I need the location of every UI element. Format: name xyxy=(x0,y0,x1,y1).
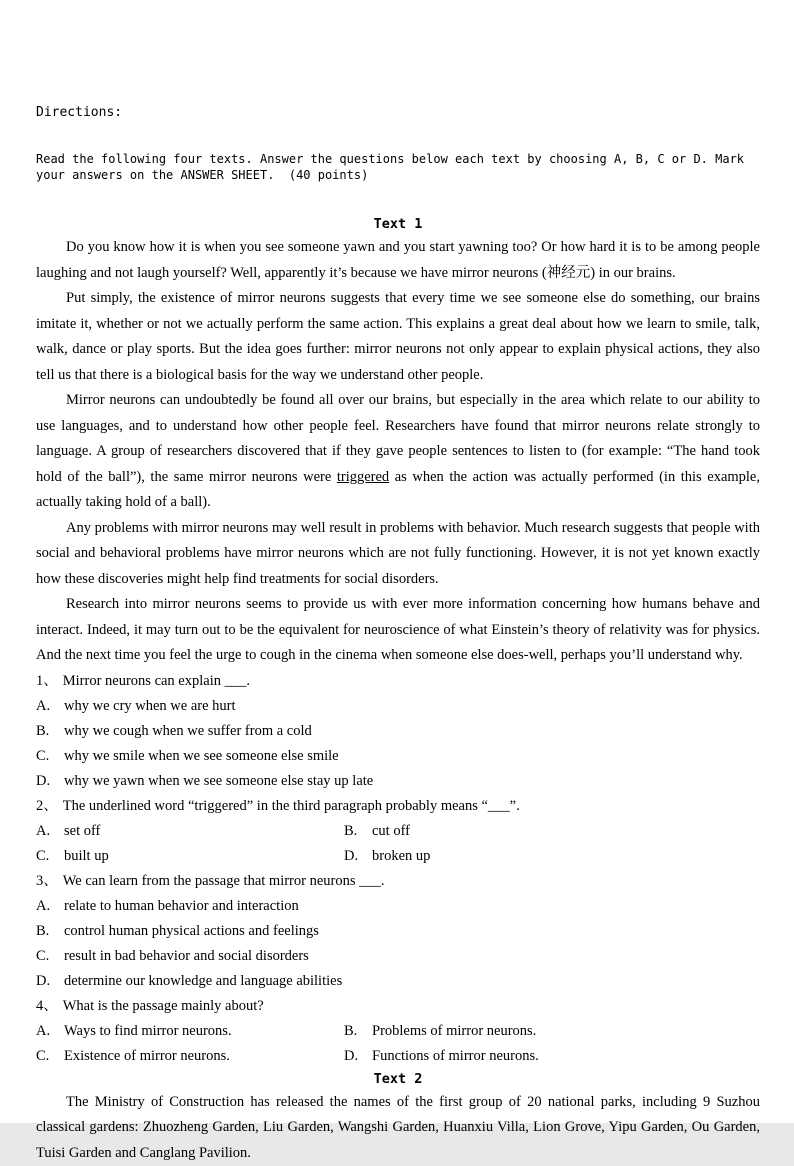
question xyxy=(36,669,760,794)
question-number: 2、 xyxy=(36,798,58,814)
question xyxy=(36,869,760,994)
paragraph xyxy=(36,592,760,669)
directions-heading: Directions: xyxy=(36,105,760,121)
option xyxy=(344,844,760,869)
directions-line: Read the following four texts. Answer the questions below each text by choosing A, B, C or D. Mark xyxy=(36,152,760,168)
text-segment: Do you know how it is when you see someone yawn and you start yawning too? Or how hard it is to be among people laughing and not laugh yourself? Well, apparently it’s because we have mirror neurons (神经元) in our brains. xyxy=(36,239,760,281)
paragraph xyxy=(36,235,760,286)
paragraph xyxy=(36,388,760,516)
option xyxy=(36,719,760,744)
option-label: C. xyxy=(36,944,64,969)
question-stem xyxy=(36,794,760,819)
option-label: C. xyxy=(36,1044,64,1069)
question-stem xyxy=(36,994,760,1019)
option-text: set off xyxy=(64,823,100,839)
option xyxy=(344,819,760,844)
option-label: B. xyxy=(36,719,64,744)
options xyxy=(36,1019,760,1069)
option-text: control human physical actions and feelings xyxy=(64,923,319,939)
option xyxy=(36,919,760,944)
text-segment: Mirror neurons can undoubtedly be found all over our brains, but especially in the area which relate to our ability to use languages, and to understand how other people feel. Researchers have found that mirror neurons relate strongly to language. A group of researchers discovered that if they gave people sentences to listen to (for example: “The hand took hold of the ball”), the same mirror neurons were xyxy=(36,392,760,485)
option xyxy=(36,969,760,994)
underlined-word: triggered xyxy=(337,469,389,485)
paragraph xyxy=(36,516,760,593)
text2-heading: Text 2 xyxy=(36,1070,760,1089)
text-segment: Put simply, the existence of mirror neurons suggests that every time we see someone else do something, our brains imitate it, whether or not we actually perform the same action. This explains a great deal about how we learn to smile, talk, walk, dance or play sports. But the idea goes further: mirror neurons not only appear to explain physical actions, they also tell us that there is a biological basis for the way we understand other people. xyxy=(36,290,760,383)
directions-section xyxy=(36,74,760,214)
text1-paragraphs xyxy=(36,235,760,669)
option-label: D. xyxy=(344,844,372,869)
option-label: D. xyxy=(344,1044,372,1069)
paragraph xyxy=(36,286,760,388)
text-segment: Research into mirror neurons seems to provide us with ever more information concerning how humans behave and interact. Indeed, it may turn out to be the equivalent for neuroscience of what Einstein’s theory of relativity was for physics. And the next time you feel the urge to cough in the cinema when someone else does-well, perhaps you’ll understand why. xyxy=(36,596,760,663)
option xyxy=(36,894,760,919)
options xyxy=(36,894,760,994)
option-text: result in bad behavior and social disorders xyxy=(64,948,309,964)
option-label: A. xyxy=(36,1019,64,1044)
option-text: why we cry when we are hurt xyxy=(64,698,236,714)
question-text: The underlined word “triggered” in the third paragraph probably means “___”. xyxy=(63,798,520,814)
option-label: A. xyxy=(36,894,64,919)
text1-heading: Text 1 xyxy=(36,215,760,234)
option-text: Problems of mirror neurons. xyxy=(372,1023,536,1039)
directions-body xyxy=(36,152,760,183)
option-label: A. xyxy=(36,694,64,719)
option xyxy=(344,1019,760,1044)
question xyxy=(36,994,760,1069)
option-label: C. xyxy=(36,744,64,769)
directions-line: your answers on the ANSWER SHEET. (40 points) xyxy=(36,168,760,184)
option-label: D. xyxy=(36,769,64,794)
question-stem xyxy=(36,869,760,894)
text-segment: as when the action was actually performed (in this example, actually taking hold of a ball). xyxy=(36,469,760,511)
option-label: B. xyxy=(344,819,372,844)
option-label: A. xyxy=(36,819,64,844)
option xyxy=(36,844,344,869)
option-label: C. xyxy=(36,844,64,869)
option-text: Functions of mirror neurons. xyxy=(372,1048,539,1064)
text-segment: Any problems with mirror neurons may well result in problems with behavior. Much research suggests that people with social and behavioral problems have mirror neurons which are not fully functioning. However, it is not yet known exactly how these discoveries might help find treatments for social disorders. xyxy=(36,520,760,587)
option xyxy=(344,1044,760,1069)
option xyxy=(36,769,760,794)
option xyxy=(36,744,760,769)
question-number: 3、 xyxy=(36,873,58,889)
option xyxy=(36,819,344,844)
option-label: D. xyxy=(36,969,64,994)
question-text: What is the passage mainly about? xyxy=(63,998,264,1014)
option xyxy=(36,694,760,719)
option xyxy=(36,944,760,969)
option-text: relate to human behavior and interaction xyxy=(64,898,299,914)
question-stem xyxy=(36,669,760,694)
option-text: determine our knowledge and language abilities xyxy=(64,973,342,989)
options xyxy=(36,694,760,794)
text-segment: The Ministry of Construction has released the names of the first group of 20 national parks, including 9 Suzhou classical gardens: Zhuozheng Garden, Liu Garden, Wangshi Garden, Huanxiu Villa, Lion Grove, Yipu Garden, Ou Garden, Tuisi Garden and Canglang Pavilion. xyxy=(36,1094,760,1161)
question-number: 4、 xyxy=(36,998,58,1014)
option-text: Existence of mirror neurons. xyxy=(64,1048,230,1064)
text2-paragraphs xyxy=(36,1090,760,1166)
option xyxy=(36,1019,344,1044)
question-text: Mirror neurons can explain ___. xyxy=(63,673,250,689)
questions-section xyxy=(36,669,760,1069)
option-text: why we yawn when we see someone else stay up late xyxy=(64,773,373,789)
question xyxy=(36,794,760,869)
options xyxy=(36,819,760,869)
option-label: B. xyxy=(344,1019,372,1044)
option-text: cut off xyxy=(372,823,410,839)
paragraph xyxy=(36,1090,760,1166)
option xyxy=(36,1044,344,1069)
question-number: 1、 xyxy=(36,673,58,689)
option-text: why we smile when we see someone else smile xyxy=(64,748,339,764)
option-text: Ways to find mirror neurons. xyxy=(64,1023,232,1039)
option-text: built up xyxy=(64,848,109,864)
option-text: broken up xyxy=(372,848,430,864)
question-text: We can learn from the passage that mirror neurons ___. xyxy=(63,873,385,889)
option-text: why we cough when we suffer from a cold xyxy=(64,723,312,739)
option-label: B. xyxy=(36,919,64,944)
